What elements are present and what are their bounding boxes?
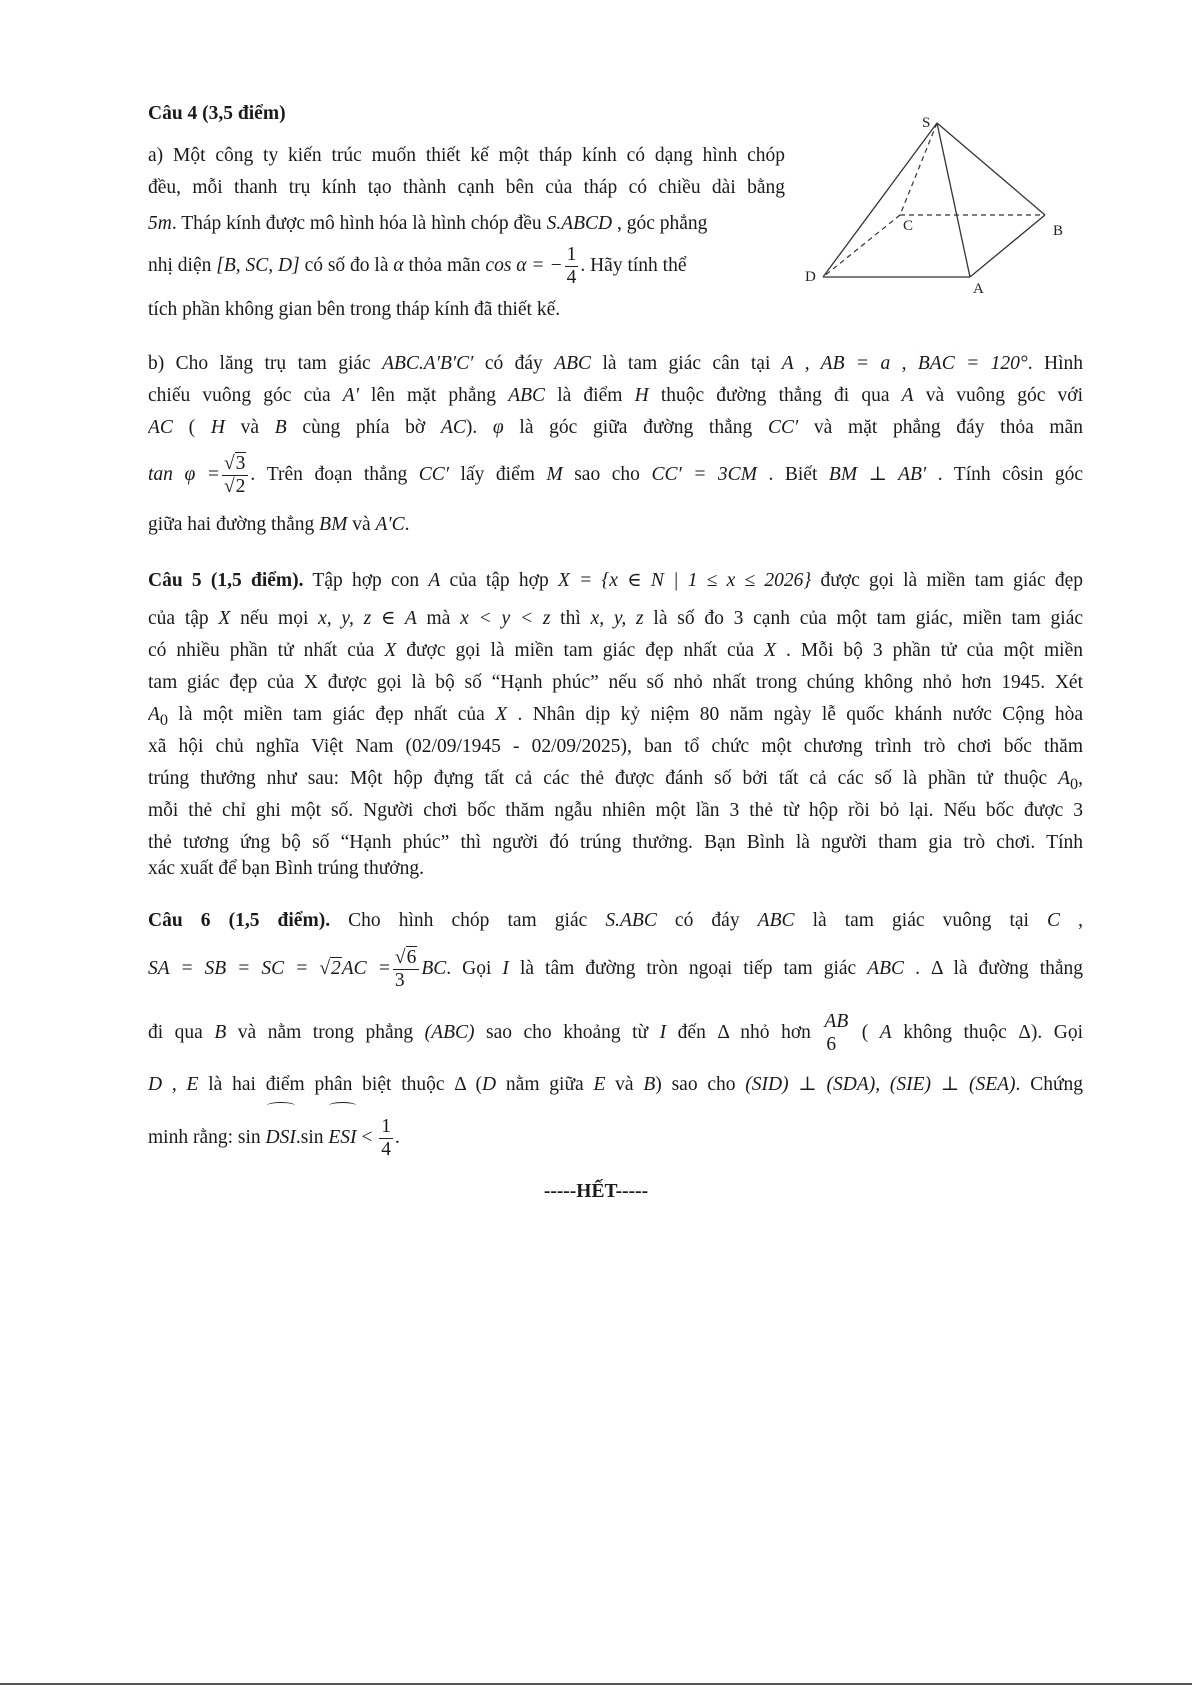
label-B: B xyxy=(1053,223,1064,239)
label-A: A xyxy=(973,281,984,297)
label-C: C xyxy=(903,218,914,234)
q4b-line-4: tan φ = $\frac{√3}{√2}$ . Trên đoạn thẳng CC′ lấy điểm M sao cho CC′ = 3CM . Biết BM ⊥ AB′ . Tính côsin góc xyxy=(148,452,1083,498)
q4a-line-4: nhị diện [B, SC, D] có số đo là α thỏa mãn cos α = − $\frac{1}{4}$ . Hãy tính thể xyxy=(148,243,687,289)
q6-line-5: minh rằng: sin DSI.sin ESI < $\frac{1}{4}$ . xyxy=(148,1105,1083,1171)
sqrt6-over-3-fraction: $\frac{√6}{3}$ xyxy=(393,947,419,993)
one-quarter-fraction: $\frac{1}{4}$ xyxy=(381,1115,392,1161)
q5-line-7: trúng thưởng như sau: Một hộp đựng tất cả các thẻ được đánh số bởi tất cả các số là phần tử thuộc $A_0$, xyxy=(148,768,1083,793)
q5-line-5: $A_0$ là một miền tam giác đẹp nhất của X . Nhân dịp kỷ niệm 80 năm ngày lễ quốc khánh nước Cộng hòa xyxy=(148,704,1083,729)
q4-heading: Câu 4 (3,5 điểm) xyxy=(148,103,286,124)
q4b-line-3: AC ( H và B cùng phía bờ AC). φ là góc giữa đường thẳng CC′ và mặt phẳng đáy thỏa mãn xyxy=(148,417,1083,438)
q4a-paragraph xyxy=(148,140,785,326)
q4b-line-2: chiếu vuông góc của A' lên mặt phẳng ABC là điểm H thuộc đường thẳng đi qua A và vuông góc với xyxy=(148,385,1083,406)
q6-line-4: D , E là hai điểm phân biệt thuộc Δ (D nằm giữa E và B) sao cho (SID) ⊥ (SDA), (SIE) ⊥ (SEA). Chứng xyxy=(148,1074,1083,1095)
tan-phi-fraction: $\frac{√3}{√2}$ xyxy=(222,453,248,499)
q6-paragraph xyxy=(148,905,1083,1171)
q5-line-9: thẻ tương ứng bộ số “Hạnh phúc” thì người đó trúng thưởng. Bạn Bình là người tham gia trò chơi. Tính xyxy=(148,832,1083,853)
end-marker: -----HẾT----- xyxy=(543,1181,649,1202)
q5-paragraph xyxy=(148,565,1083,885)
q6-line-1: Câu 6 (1,5 điểm). Cho hình chóp tam giác S.ABC có đáy ABC là tam giác vuông tại C , xyxy=(148,910,1083,931)
q4b-line-1: b) Cho lăng trụ tam giác ABC.A′B′C′ có đáy ABC là tam giác cân tại A , AB = a , BAC = 120°. Hình xyxy=(148,348,1083,380)
q5-line-10: xác xuất để bạn Bình trúng thưởng. xyxy=(148,858,424,879)
q4a-cos-fraction: $\frac{1}{4}$ xyxy=(566,243,577,289)
ab-over-6-fraction: AB 6 xyxy=(824,1011,849,1055)
q5-line-6: xã hội chủ nghĩa Việt Nam (02/09/1945 - 02/09/2025), ban tổ chức một chương trình trò chơi bốc thăm xyxy=(148,736,1083,757)
q5-line-2: của tập X nếu mọi x, y, z ∈ A mà x < y < z thì x, y, z là số đo 3 cạnh của một tam giác, miền tam giác xyxy=(148,608,1083,629)
q5-line-1: Câu 5 (1,5 điểm). Tập hợp con A của tập hợp X = {x ∈ N | 1 ≤ x ≤ 2026} được gọi là miền tam giác đẹp xyxy=(148,570,1083,591)
edge-AB xyxy=(970,215,1045,277)
q4b-paragraph xyxy=(148,348,1083,541)
edge-SD xyxy=(823,123,937,277)
q4a-line-5: tích phần không gian bên trong tháp kính đã thiết kế. xyxy=(148,299,561,320)
label-D: D xyxy=(805,269,816,285)
q6-line-3: đi qua B và nằm trong phẳng (ABC) sao cho khoảng từ I đến Δ nhỏ hơn AB 6 ( A không thuộc Δ). Gọi xyxy=(148,1011,1083,1055)
q5-line-4: tam giác đẹp của X được gọi là bộ số “Hạnh phúc” nếu số nhỏ nhất trong chúng không nhỏ hơn 1945. Xét xyxy=(148,672,1083,693)
q4a-line-2: đều, mỗi thanh trụ kính tạo thành cạnh bên của tháp có chiều dài bằng xyxy=(148,177,785,198)
q4b-line-5: giữa hai đường thẳng BM và A′C. xyxy=(148,514,410,535)
pyramid-figure xyxy=(805,115,1085,305)
label-S: S xyxy=(922,115,931,131)
edge-SC xyxy=(900,123,937,215)
q4a-line-3: 5m. Tháp kính được mô hình hóa là hình chóp đều S.ABCD , góc phẳng xyxy=(148,213,708,234)
q4a-line-1: a) Một công ty kiến trúc muốn thiết kế một tháp kính có dạng hình chóp xyxy=(148,145,785,166)
q6-line-2: SA = SB = SC = √2AC = $\frac{√6}{3}$ BC. Gọi I là tâm đường tròn ngoại tiếp tam giác ABC . Δ là đường thẳng xyxy=(148,946,1083,992)
q5-line-8: mỗi thẻ chỉ ghi một số. Người chơi bốc thăm ngẫu nhiên một lần 3 thẻ từ hộp rồi bỏ lại. Nếu bốc được 3 xyxy=(148,800,1083,821)
q5-line-3: có nhiều phần tử nhất của X được gọi là miền tam giác đẹp nhất của X . Mỗi bộ 3 phần tử của một miền xyxy=(148,640,1083,661)
